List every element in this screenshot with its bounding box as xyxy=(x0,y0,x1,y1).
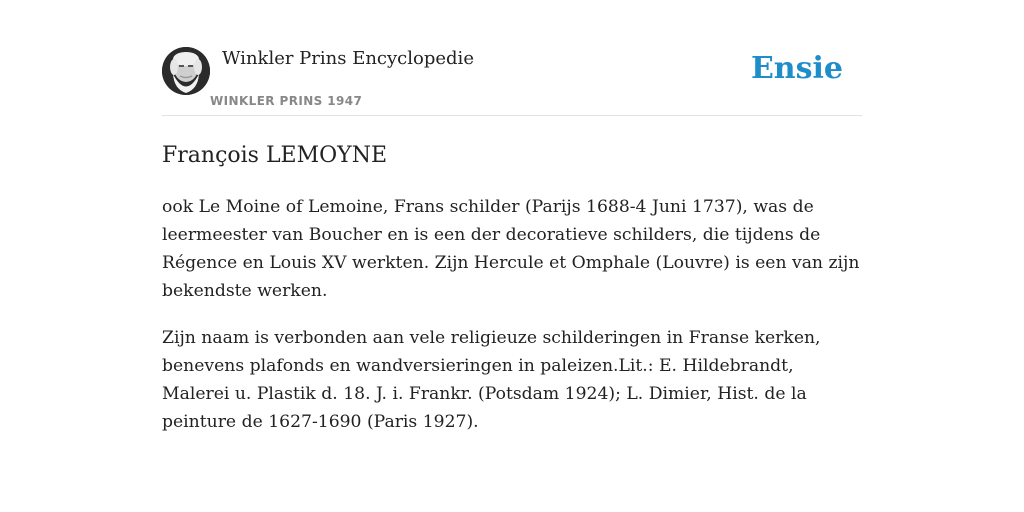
source-avatar[interactable] xyxy=(162,47,210,95)
article-card xyxy=(162,44,862,436)
article-paragraph: Zijn naam is verbonden aan vele religieuze schilderingen in Franse kerken, benevens plafonds en wandversieringen in paleizen.Lit.: E. Hildebrandt, Malerei u. Plastik d. 18. J. i. Frankr. (Potsdam 1924); L. Dimier, Hist. de la peinture de 1627-1690 (Paris 1927). xyxy=(162,328,821,432)
brand-logo[interactable]: Ensie xyxy=(750,51,843,86)
article-header xyxy=(162,44,862,116)
article-title: François LEMOYNE xyxy=(162,143,388,168)
source-title[interactable]: Winkler Prins Encyclopedie xyxy=(222,48,474,69)
article-paragraph: ook Le Moine of Lemoine, Frans schilder (Parijs 1688-4 Juni 1737), was de leermeester van Boucher en is een der decoratieve schilders, die tijdens de Régence en Louis XV werkten. Zijn Hercule et Omphale (Louvre) is een van zijn bekendste werken. xyxy=(162,197,860,301)
bearded-man-portrait-icon xyxy=(162,47,210,95)
source-subtitle[interactable]: WINKLER PRINS 1947 xyxy=(210,94,363,108)
